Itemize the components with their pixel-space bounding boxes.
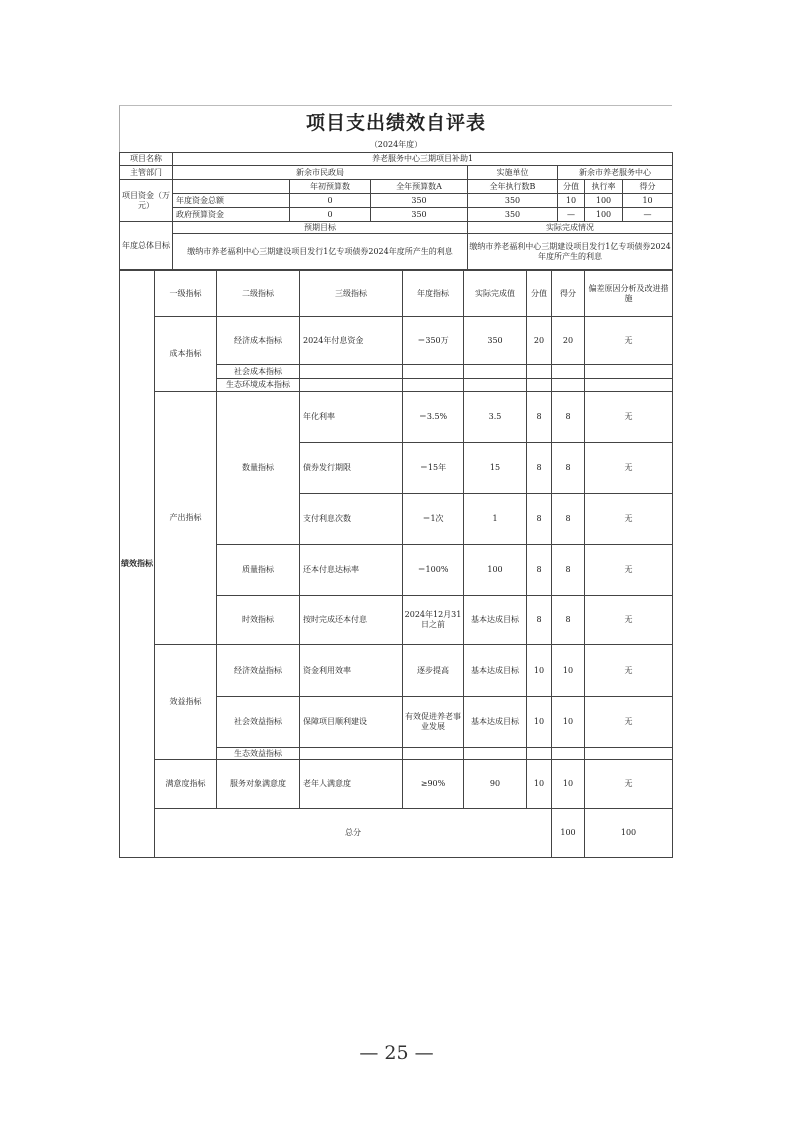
project-name-label: 项目名称 — [120, 153, 173, 166]
goal-label: 年度总体目标 — [120, 222, 173, 270]
output-quality-level2: 质量指标 — [217, 545, 300, 596]
effect-economic-level3: 资金利用效率 — [300, 645, 403, 697]
output-level1: 产出指标 — [155, 392, 217, 645]
total-label: 总分 — [155, 809, 552, 858]
evaluation-document — [119, 105, 672, 858]
page-title: 项目支出绩效自评表 — [305, 112, 486, 134]
funds-row-total — [120, 194, 673, 208]
year-label: （2024年度） — [119, 138, 672, 152]
output-timeliness-reason: 无 — [585, 596, 673, 645]
effect-economic-reason: 无 — [585, 645, 673, 697]
effect-economic-level2: 经济效益指标 — [217, 645, 300, 697]
effect-social-score: 10 — [552, 697, 585, 748]
funds-row-gov — [120, 208, 673, 222]
effect-economic-target: 逐步提高 — [403, 645, 464, 697]
output-quantity-score: 8 — [552, 494, 585, 545]
funds-header-score: 得分 — [623, 180, 673, 194]
cost-economic-reason: 无 — [585, 317, 673, 365]
funds-row-budget: 350 — [371, 194, 468, 208]
cost-economic-target: ＝350万 — [403, 317, 464, 365]
goal-planned-header: 预期目标 — [173, 222, 468, 234]
satisfaction-target: ≥90% — [403, 760, 464, 809]
effect-level1: 效益指标 — [155, 645, 217, 760]
goal-content-row — [120, 234, 673, 270]
indicators-header-row — [120, 271, 673, 317]
output-timeliness-level2: 时效指标 — [217, 596, 300, 645]
output-quantity-reason: 无 — [585, 443, 673, 494]
effect-economic-actual: 基本达成目标 — [464, 645, 527, 697]
header-value: 分值 — [527, 271, 552, 317]
effect-economic-value: 10 — [527, 645, 552, 697]
effect-social-level2: 社会效益指标 — [217, 697, 300, 748]
project-name-row — [120, 153, 673, 166]
output-quantity-target: ＝3.5% — [403, 392, 464, 443]
cost-level1: 成本指标 — [155, 317, 217, 392]
cost-economic-value: 20 — [527, 317, 552, 365]
header-level1: 一级指标 — [155, 271, 217, 317]
cost-economic-level3: 2024年付息资金 — [300, 317, 403, 365]
effect-economic-score: 10 — [552, 645, 585, 697]
funds-label: 项目资金（万元） — [120, 180, 173, 222]
goal-header-row — [120, 222, 673, 234]
output-timeliness-target: 2024年12月31日之前 — [403, 596, 464, 645]
funds-row-budget: 350 — [371, 208, 468, 222]
effect-social-value: 10 — [527, 697, 552, 748]
output-quantity-value: 8 — [527, 443, 552, 494]
funds-row-score-value: — — [558, 208, 585, 222]
effect-social-target: 有效促进养老事业发展 — [403, 697, 464, 748]
satisfaction-score: 10 — [552, 760, 585, 809]
output-timeliness-value: 8 — [527, 596, 552, 645]
funds-row-rate: 100 — [585, 208, 623, 222]
funds-header-initial: 年初预算数 — [290, 180, 371, 194]
funds-row-score-value: 10 — [558, 194, 585, 208]
title-row — [119, 105, 672, 138]
funds-row-score: 10 — [623, 194, 673, 208]
output-quality-score: 8 — [552, 545, 585, 596]
funds-header-budget: 全年预算数A — [371, 180, 468, 194]
funds-header-blank — [173, 180, 290, 194]
output-quantity-score: 8 — [552, 443, 585, 494]
satisfaction-level2: 服务对象满意度 — [217, 760, 300, 809]
performance-side-label: 绩效指标 — [120, 271, 155, 858]
impl-label: 实施单位 — [468, 166, 558, 180]
goal-planned: 缴纳市养老福利中心三期建设项目发行1亿专项债券2024年度所产生的利息 — [173, 234, 468, 270]
funds-header-score-value: 分值 — [558, 180, 585, 194]
output-quality-reason: 无 — [585, 545, 673, 596]
satisfaction-row — [120, 760, 673, 809]
effect-social-actual: 基本达成目标 — [464, 697, 527, 748]
funds-header-exec: 全年执行数B — [468, 180, 558, 194]
output-quantity-level3: 支付利息次数 — [300, 494, 403, 545]
effect-eco-level2: 生态效益指标 — [217, 748, 300, 760]
funds-row-initial: 0 — [290, 194, 371, 208]
funds-row-exec: 350 — [468, 194, 558, 208]
output-quantity-row — [120, 392, 673, 443]
output-quantity-reason: 无 — [585, 392, 673, 443]
funds-row-rate: 100 — [585, 194, 623, 208]
dept-label: 主管部门 — [120, 166, 173, 180]
header-level3: 三级指标 — [300, 271, 403, 317]
output-quantity-level3: 年化利率 — [300, 392, 403, 443]
header-level2: 二级指标 — [217, 271, 300, 317]
output-quantity-actual: 1 — [464, 494, 527, 545]
satisfaction-value: 10 — [527, 760, 552, 809]
page-number: — 25 — — [359, 1042, 434, 1064]
output-quality-actual: 100 — [464, 545, 527, 596]
header-actual: 实际完成值 — [464, 271, 527, 317]
cost-social-level2: 社会成本指标 — [217, 365, 300, 379]
satisfaction-level1: 满意度指标 — [155, 760, 217, 809]
header-score: 得分 — [552, 271, 585, 317]
project-name: 养老服务中心三期项目补助1 — [173, 153, 673, 166]
dept-row — [120, 166, 673, 180]
cost-economic-actual: 350 — [464, 317, 527, 365]
funds-row-exec: 350 — [468, 208, 558, 222]
output-quantity-value: 8 — [527, 494, 552, 545]
output-quantity-level3: 债券发行期限 — [300, 443, 403, 494]
goal-actual-header: 实际完成情况 — [468, 222, 673, 234]
output-timeliness-score: 8 — [552, 596, 585, 645]
funds-row-name: 政府预算资金 — [173, 208, 290, 222]
cost-economic-row — [120, 317, 673, 365]
output-quantity-actual: 3.5 — [464, 392, 527, 443]
output-quantity-target: ＝1次 — [403, 494, 464, 545]
total-score: 100 — [585, 809, 673, 858]
funds-row-name: 年度资金总额 — [173, 194, 290, 208]
funds-header-row — [120, 180, 673, 194]
effect-social-level3: 保障项目顺利建设 — [300, 697, 403, 748]
cost-eco-level2: 生态环境成本指标 — [217, 379, 300, 392]
header-reason: 偏差原因分析及改进措施 — [585, 271, 673, 317]
output-quality-target: ＝100% — [403, 545, 464, 596]
info-table — [119, 152, 673, 270]
total-value: 100 — [552, 809, 585, 858]
cost-economic-level2: 经济成本指标 — [217, 317, 300, 365]
effect-social-reason: 无 — [585, 697, 673, 748]
satisfaction-actual: 90 — [464, 760, 527, 809]
output-quantity-score: 8 — [552, 392, 585, 443]
output-quantity-value: 8 — [527, 392, 552, 443]
impl-value: 新余市养老服务中心 — [558, 166, 673, 180]
output-quantity-reason: 无 — [585, 494, 673, 545]
output-timeliness-actual: 基本达成目标 — [464, 596, 527, 645]
indicators-table — [119, 270, 673, 858]
output-quantity-level2: 数量指标 — [217, 392, 300, 545]
satisfaction-reason: 无 — [585, 760, 673, 809]
output-timeliness-level3: 按时完成还本付息 — [300, 596, 403, 645]
effect-economic-row — [120, 645, 673, 697]
header-target: 年度指标 — [403, 271, 464, 317]
output-quality-level3: 还本付息达标率 — [300, 545, 403, 596]
output-quantity-actual: 15 — [464, 443, 527, 494]
funds-row-score: — — [623, 208, 673, 222]
funds-header-rate: 执行率 — [585, 180, 623, 194]
total-row — [120, 809, 673, 858]
cost-economic-score: 20 — [552, 317, 585, 365]
satisfaction-level3: 老年人满意度 — [300, 760, 403, 809]
output-quantity-target: ＝15年 — [403, 443, 464, 494]
funds-row-initial: 0 — [290, 208, 371, 222]
dept-value: 新余市民政局 — [173, 166, 468, 180]
output-quality-value: 8 — [527, 545, 552, 596]
goal-actual: 缴纳市养老福利中心三期建设项目发行1亿专项债券2024年度所产生的利息 — [468, 234, 673, 270]
